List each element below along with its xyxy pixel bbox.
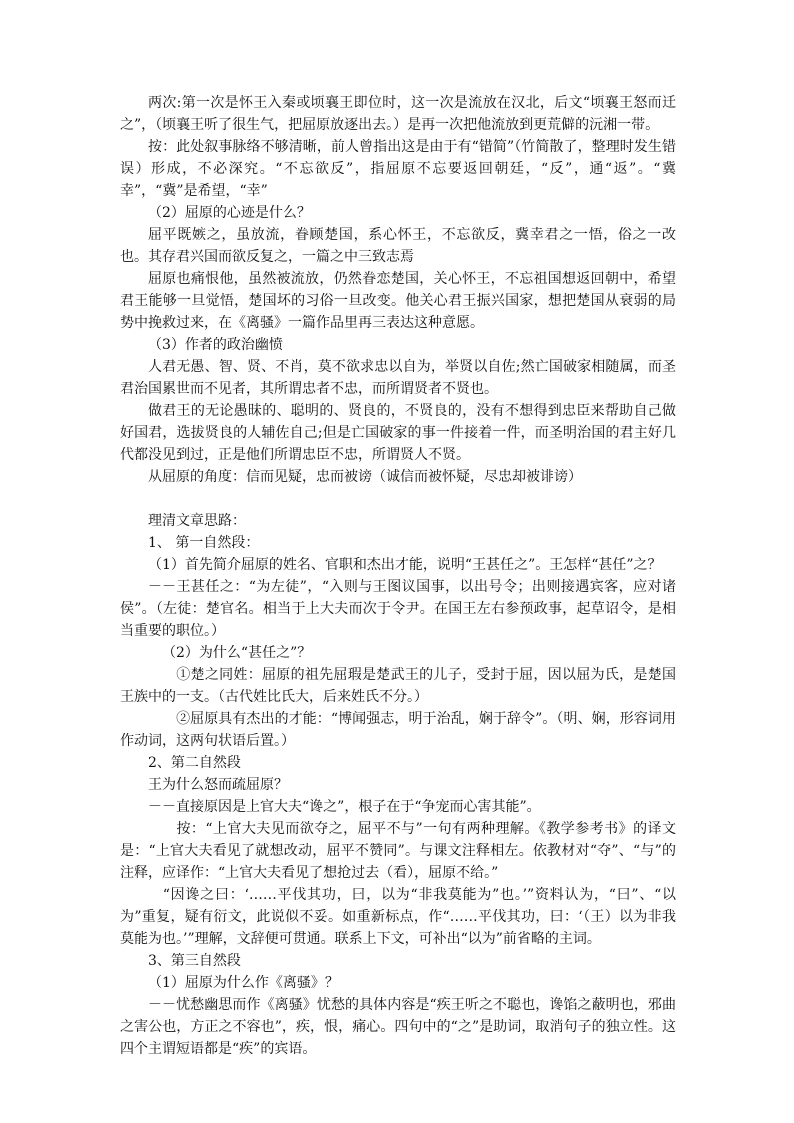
- paragraph: 从屈原的角度：信而见疑，忠而被谤（诚信而被怀疑，尽忠却被诽谤）: [148, 469, 582, 485]
- paragraph: （3）作者的政治幽愤: [148, 337, 283, 353]
- paragraph: 屈原也痛恨他，虽然被流放，仍然眷恋楚国，关心怀王，不忘祖国想返回朝中，希望君王能够一旦觉悟，楚国坏的习俗一旦改变。他关心君王振兴国家，想把楚国从衰弱的局势中挽救过来，在《离骚》一篇作品里再三表达这种意愿。: [120, 271, 676, 331]
- paragraph: ①楚之同姓：屈原的祖先屈瑕是楚武王的儿子，受封于屈，因以屈为氏，是楚国王族中的一支。（古代姓比氏大，后来姓氏不分。）: [120, 667, 676, 705]
- paragraph: 按：此处叙事脉络不够清晰，前人曾指出这是由于有“错简”（竹简散了，整理时发生错误）形成，不必深究。“不忘欲反”，指屈原不忘要返回朝廷，“反”，通“返”。“冀幸”，“冀”是希望，“幸”: [120, 139, 676, 199]
- paragraph: 王为什么怒而疏屈原？: [148, 777, 288, 793]
- paragraph: －－忧愁幽思而作《离骚》忧愁的具体内容是“疾王听之不聪也，谗馅之蔽明也，邪曲之害公也，方正之不容也”，疾，恨，痛心。四句中的“之”是助词，取消句子的独立性。这四个主谓短语都是“疾”的宾语。: [120, 997, 676, 1057]
- document-page: [120, 92, 676, 1060]
- paragraph: －－王甚任之：“为左徒”，“入则与王图议国事，以出号令；出则接遇宾客，应对诸侯”。（左徒：楚官名。相当于上大夫而次于令尹。在国王左右参预政事，起草诏令，是相当重要的职位。）: [120, 579, 676, 639]
- blank-line: [120, 488, 676, 510]
- paragraph: 两次:第一次是怀王入秦或顷襄王即位时，这一次是流放在汉北，后文“顷襄王怒而迁之”，（顷襄王听了很生气，把屈原放逐出去。）是再一次把他流放到更荒僻的沅湘一带。: [120, 95, 676, 133]
- paragraph: 屈平既嫉之，虽放流，眷顾楚国，系心怀王，不忘欲反，冀幸君之一悟，俗之一改也。其存君兴国而欲反复之，一篇之中三致志焉: [120, 227, 676, 265]
- paragraph: ②屈原具有杰出的才能：“博闻强志，明于治乱，娴于辞令”。（明、娴，形容词用作动词，这两句状语后置。）: [120, 711, 676, 749]
- paragraph: 人君无愚、智、贤、不肖，莫不欲求忠以自为，举贤以自佐;然亡国破家相随属，而圣君治国累世而不见者，其所谓忠者不忠，而所谓贤者不贤也。: [120, 359, 676, 397]
- paragraph: 理清文章思路：: [148, 513, 246, 529]
- paragraph: －－直接原因是上官大夫“谗之”，根子在于“争宠而心害其能”。: [148, 799, 541, 815]
- paragraph: （2）为什么“甚任之”？: [162, 645, 312, 661]
- paragraph: “因谗之曰：‘……平伐其功，曰，以为“非我莫能为”也。’”资料认为，“曰”、“以为”重复，疑有衍文，此说似不妥。如重新标点，作“……平伐其功，曰：‘（王）以为非我莫能为也。’”理解，文辞便可贯通。联系上下文，可补出“以为”前省略的主词。: [120, 887, 676, 947]
- paragraph: 2、第二自然段: [148, 755, 241, 771]
- paragraph: 3、第三自然段: [148, 953, 241, 969]
- paragraph: （1）首先简介屈原的姓名、官职和杰出才能，说明“王甚任之”。王怎样“甚任”之？: [148, 557, 662, 573]
- paragraph: 做君王的无论愚昧的、聪明的、贤良的，不贤良的，没有不想得到忠臣来帮助自己做好国君，选拔贤良的人辅佐自己;但是亡国破家的事一件接着一件，而圣明治国的君主好几代都没见到过，正是他们所谓忠臣不忠，所谓贤人不贤。: [120, 403, 676, 463]
- paragraph: 按：“上官大夫见而欲夺之，屈平不与”一句有两种理解。《教学参考书》的译文是：“上官大夫看见了就想改动，屈平不赞同”。与课文注释相左。依教材对“夺”、“与”的注释，应译作：“上官大夫看见了想抢过去（看），屈原不给。”: [120, 821, 676, 881]
- paragraph: 1、 第一自然段：: [148, 535, 260, 551]
- paragraph: （1）屈原为什么作《离骚》？: [148, 975, 339, 991]
- paragraph: （2）屈原的心迹是什么？: [148, 205, 311, 221]
